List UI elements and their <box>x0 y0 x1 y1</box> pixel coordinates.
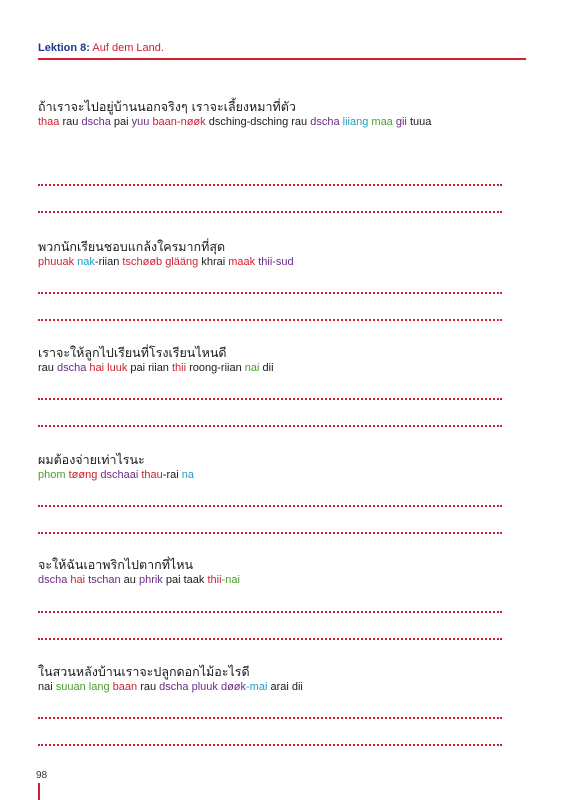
translit-word: khrai <box>201 256 226 268</box>
answer-line[interactable] <box>38 319 502 321</box>
answer-line[interactable] <box>38 744 502 746</box>
translit-word: liiang <box>342 116 369 128</box>
transliteration <box>38 115 502 129</box>
answer-line[interactable] <box>38 398 502 400</box>
translit-word: taak <box>183 574 205 586</box>
thai-sentence: ถ้าเราจะไปอยู่บ้านนอกจริงๆ เราจะเลี้ยงหมาที่ตัว <box>38 99 296 114</box>
answer-line[interactable] <box>38 184 502 186</box>
translit-word: lang <box>88 681 110 693</box>
running-header <box>38 42 526 54</box>
translit-word: suuan <box>55 681 86 693</box>
translit-word: rau <box>62 116 79 128</box>
translit-word: baan-nøøk <box>152 116 206 128</box>
answer-line[interactable] <box>38 505 502 507</box>
translit-word: baan <box>112 681 138 693</box>
page-edge-mark <box>38 783 40 800</box>
translit-word: dii <box>262 362 274 374</box>
answer-line[interactable] <box>38 532 502 534</box>
translit-word: hai <box>70 574 86 586</box>
thai-sentence: จะให้ฉันเอาพริกไปตากที่ไหน <box>38 557 193 572</box>
translit-word: -rai <box>162 469 179 481</box>
translit-word: tøøng <box>68 469 98 481</box>
translit-word: yuu <box>131 116 150 128</box>
translit-word: arai <box>270 681 289 693</box>
translit-word: au <box>123 574 136 586</box>
translit-word: glääng <box>165 256 199 268</box>
translit-word: phom <box>38 469 66 481</box>
thai-sentence: เราจะให้ลูกไปเรียนที่โรงเรียนไหนดี <box>38 345 227 360</box>
translit-word: riian <box>148 362 169 374</box>
translit-word: luuk <box>107 362 128 374</box>
translit-word: dschaai <box>100 469 139 481</box>
translit-word: -riian <box>94 256 120 268</box>
answer-line[interactable] <box>38 611 502 613</box>
exercise-4 <box>38 451 502 482</box>
translit-word: thii <box>207 574 222 586</box>
translit-word: dscha <box>310 116 340 128</box>
translit-word: dscha <box>159 681 189 693</box>
header-rule <box>38 58 526 60</box>
translit-word: dscha <box>56 362 87 374</box>
translit-word: rau <box>38 362 54 374</box>
translit-word: hai <box>89 362 105 374</box>
transliteration <box>38 573 502 587</box>
exercise-1 <box>38 98 502 129</box>
translit-word: rau <box>291 116 308 128</box>
translit-word: phrik <box>138 574 163 586</box>
translit-word: dsching-dsching <box>208 116 289 128</box>
translit-word: nai <box>38 681 53 693</box>
exercise-3 <box>38 344 502 375</box>
translit-word: -nai <box>221 574 240 586</box>
translit-word: dscha <box>38 574 68 586</box>
transliteration <box>38 468 502 482</box>
translit-word: tuua <box>409 116 432 128</box>
thai-sentence: พวกนักเรียนชอบแกล้งใครมากที่สุด <box>38 239 226 254</box>
translit-word: pai <box>165 574 181 586</box>
translit-word: maa <box>371 116 393 128</box>
translit-word: dscha <box>81 116 111 128</box>
exercise-6 <box>38 663 502 694</box>
transliteration <box>38 361 502 375</box>
translit-word: roong-riian <box>189 362 242 374</box>
thai-sentence: ผมต้องจ่ายเท่าไรนะ <box>38 452 145 467</box>
answer-line[interactable] <box>38 292 502 294</box>
page-number: 98 <box>36 770 48 781</box>
translit-word: rau <box>140 681 157 693</box>
transliteration <box>38 255 502 269</box>
translit-word: thaa <box>38 116 60 128</box>
translit-word: nak <box>77 256 95 268</box>
translit-word: thau <box>141 469 163 481</box>
answer-line[interactable] <box>38 425 502 427</box>
lesson-title: Auf dem Land. <box>92 42 164 54</box>
translit-word: tschan <box>88 574 121 586</box>
answer-line[interactable] <box>38 638 502 640</box>
lesson-label: Lektion 8: <box>38 42 90 54</box>
exercise-2 <box>38 238 502 269</box>
answer-line[interactable] <box>38 717 502 719</box>
translit-word: dii <box>291 681 303 693</box>
thai-sentence: ในสวนหลังบ้านเราจะปลูกดอกไม้อะไรดี <box>38 664 250 679</box>
translit-word: døøk <box>220 681 247 693</box>
answer-line[interactable] <box>38 211 502 213</box>
translit-word: tschøøb <box>122 256 163 268</box>
translit-word: phuuak <box>38 256 75 268</box>
translit-word: pluuk <box>191 681 218 693</box>
translit-word: pai <box>113 116 129 128</box>
translit-word: nai <box>244 362 260 374</box>
exercise-5 <box>38 556 502 587</box>
translit-word: -mai <box>246 681 268 693</box>
translit-word: thii <box>172 362 187 374</box>
transliteration <box>38 680 502 694</box>
translit-word: pai <box>130 362 146 374</box>
translit-word: maak <box>228 256 256 268</box>
translit-word: na <box>181 469 194 481</box>
translit-word: thii-sud <box>258 256 294 268</box>
translit-word: gii <box>395 116 407 128</box>
